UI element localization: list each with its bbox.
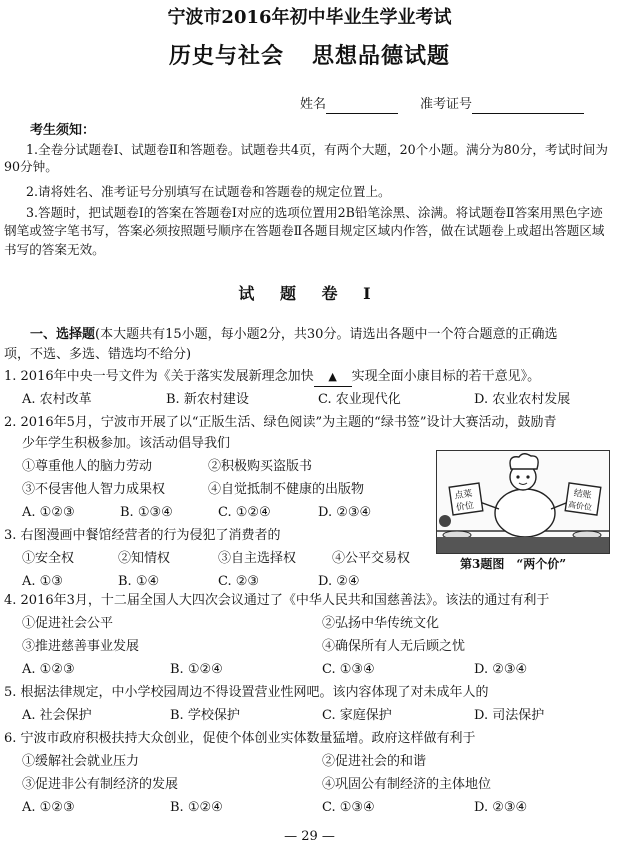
q6-option-b: B. ①②④ <box>170 800 223 815</box>
q4-option-c: C. ①③④ <box>322 662 375 677</box>
q3-item-2: ②知情权 <box>118 551 171 566</box>
q6-item-1: ①缓解社会就业压力 <box>22 754 140 769</box>
section-title: 试 题 卷 Ⅰ <box>238 284 381 303</box>
q2-stem-line2: 少年学生积极参加。该活动倡导我们 <box>22 436 231 451</box>
ticket-label: 准考证号 <box>420 97 473 112</box>
q4-stem: 4. 2016年3月，十二届全国人大四次会议通过了《中华人民共和国慈善法》。该法的通过有利于 <box>4 593 550 608</box>
cartoon-sign-right-line2: 高价位 <box>567 500 593 513</box>
q6-option-a: A. ①②③ <box>22 800 75 815</box>
q6-option-d: D. ②③④ <box>474 800 528 815</box>
q6-option-c: C. ①③④ <box>322 800 375 815</box>
q5-option-d: D. 司法保护 <box>474 708 545 723</box>
q5-option-b: B. 学校保护 <box>170 708 240 723</box>
q3-item-4: ④公平交易权 <box>332 551 411 566</box>
q1-option-c: C. 农业现代化 <box>318 392 401 407</box>
q2-option-c: C. ①②④ <box>218 505 271 520</box>
q3-item-3: ③自主选择权 <box>218 551 297 566</box>
page-number: — 29 — <box>284 829 335 844</box>
q1-blank <box>314 368 352 387</box>
q5-stem: 5. 根据法律规定，中小学校园周边不得设置营业性网吧。该内容体现了对未成年人的 <box>4 685 489 700</box>
subject-title <box>0 42 619 72</box>
q1-stem <box>4 368 540 387</box>
q2-item-2: ②积极购买盗版书 <box>208 459 313 474</box>
q3-figure-caption: 第3题图 “两个价” <box>460 557 567 571</box>
q6-item-3: ③促进非公有制经济的发展 <box>22 777 179 792</box>
q2-item-3: ③不侵害他人智力成果权 <box>22 482 166 497</box>
name-label: 姓名 <box>300 97 327 112</box>
notice-item-3: 3.答题时，把试题卷Ⅰ的答案在答题卷Ⅰ对应的选项位置用2B铅笔涂黑、涂满。将试题卷Ⅱ答案用黑色字迹钢笔或签字笔书写，答案必须按照题号顺序在答题卷Ⅱ各题目规定区域内作答，做在试题卷上或超出答题区域书写的答案无效。 <box>4 205 605 257</box>
q1-stem-b: 实现全面小康目标的若干意见》。 <box>351 369 541 384</box>
q1-option-a: A. 农村改革 <box>22 392 92 407</box>
q4-option-d: D. ②③④ <box>474 662 528 677</box>
q2-option-b: B. ①③④ <box>120 505 173 520</box>
q3-cartoon <box>436 450 610 554</box>
cartoon-sign-right-line1: 结账 <box>572 488 593 502</box>
ticket-field[interactable] <box>472 99 584 114</box>
q6-stem: 6. 宁波市政府积极扶持大众创业，促使个体创业实体数量猛增。政府这样做有利于 <box>4 731 476 746</box>
notice-item-2: 2.请将姓名、准考证号分别填写在试题卷和答题卷的规定位置上。 <box>26 184 391 199</box>
q1-option-d: D. 农业农村发展 <box>474 392 571 407</box>
q6-item-2: ②促进社会的和谐 <box>322 754 427 769</box>
q4-option-a: A. ①②③ <box>22 662 75 677</box>
q4-item-4: ④确保所有人无后顾之忧 <box>322 639 466 654</box>
q5-option-c: C. 家庭保护 <box>322 708 392 723</box>
q6-item-4: ④巩固公有制经济的主体地位 <box>322 777 492 792</box>
part1-intro-line1 <box>30 326 557 344</box>
q4-option-b: B. ①②④ <box>170 662 223 677</box>
part1-intro-line2: 项，不选、多选、错选均不给分) <box>4 347 192 362</box>
exam-title: 宁波市2016年初中毕业生学业考试 <box>167 7 452 28</box>
notice-item-1: 1.全卷分试题卷Ⅰ、试题卷Ⅱ和答题卷。试题卷共4页，有两个大题，20个小题。满分为80分，考试时间为90分钟。 <box>4 142 608 174</box>
q1-stem-a: 1. 2016年中央一号文件为《关于落实发展新理念加快 <box>4 369 314 384</box>
subject-title-history: 历史与社会 <box>168 43 284 69</box>
part1-intro-text: (本大题共有15小题，每小题2分，共30分。请选出各题中一个符合题意的正确选 <box>95 327 558 342</box>
q2-option-a: A. ①②③ <box>22 505 75 520</box>
q3-option-d: D. ②④ <box>318 574 360 589</box>
cartoon-sign-left-line1: 点菜 <box>453 489 474 502</box>
q3-item-1: ①安全权 <box>22 551 75 566</box>
q1-option-b: B. 新农村建设 <box>166 392 249 407</box>
q2-item-4: ④自觉抵制不健康的出版物 <box>208 482 365 497</box>
q3-option-b: B. ①④ <box>118 574 160 589</box>
triangle-marker-icon: ▲ <box>328 370 337 383</box>
q2-item-1: ①尊重他人的脑力劳动 <box>22 459 153 474</box>
q2-option-d: D. ②③④ <box>318 505 372 520</box>
q3-stem: 3. 右图漫画中餐馆经营者的行为侵犯了消费者的 <box>4 528 281 543</box>
notice-title: 考生须知： <box>30 123 96 138</box>
q5-option-a: A. 社会保护 <box>22 708 92 723</box>
q4-item-2: ②弘扬中华传统文化 <box>322 616 440 631</box>
q3-option-a: A. ①③ <box>22 574 63 589</box>
subject-title-ethics: 思想品德试题 <box>312 43 451 69</box>
name-field[interactable] <box>326 99 398 114</box>
cartoon-illustration <box>437 451 609 553</box>
cartoon-sign-left-line2: 价位 <box>455 500 475 514</box>
q4-item-3: ③推进慈善事业发展 <box>22 639 140 654</box>
part1-heading: 一、选择题 <box>30 327 96 342</box>
q3-option-c: C. ②③ <box>218 574 260 589</box>
candidate-info-row <box>300 96 584 114</box>
q4-item-1: ①促进社会公平 <box>22 616 114 631</box>
q2-stem-line1: 2. 2016年5月，宁波市开展了以“正版生活、绿色阅读”为主题的“绿书签”设计大赛活动，鼓励青 <box>4 415 557 430</box>
